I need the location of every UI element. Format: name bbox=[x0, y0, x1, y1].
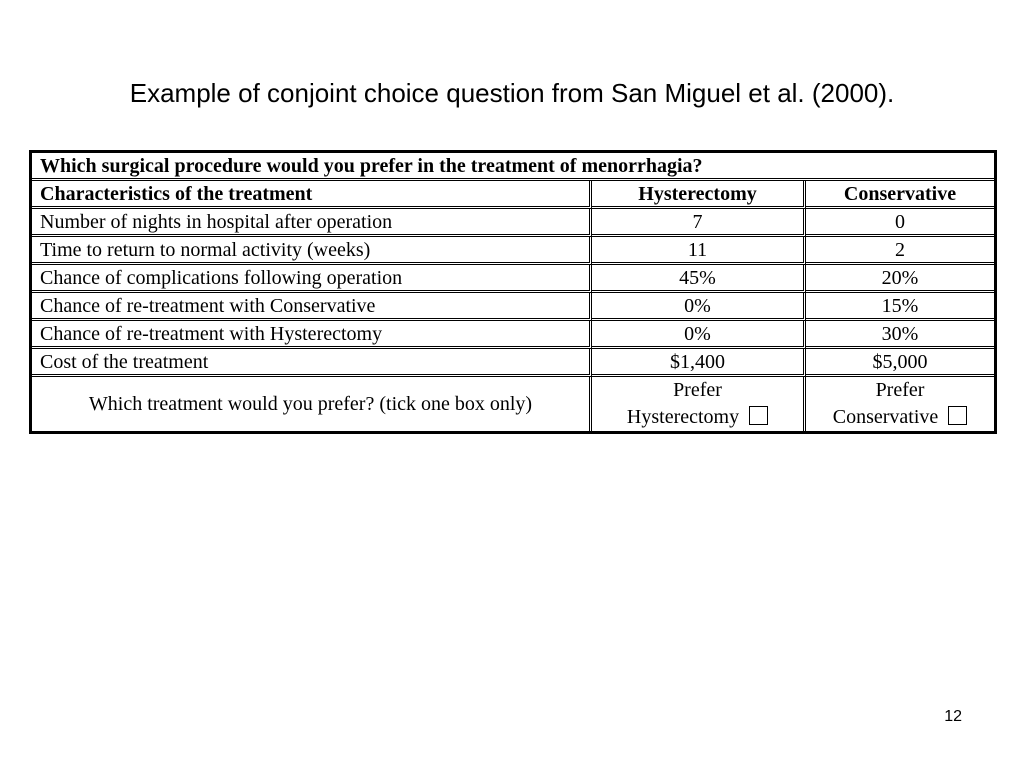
row-label: Number of nights in hospital after operation bbox=[32, 209, 592, 237]
hysterectomy-value: 7 bbox=[592, 209, 806, 237]
table-row bbox=[32, 349, 994, 377]
row-label: Chance of complications following operation bbox=[32, 265, 592, 293]
row-label: Chance of re-treatment with Conservative bbox=[32, 293, 592, 321]
prefer-hysterectomy-checkbox[interactable] bbox=[749, 406, 768, 425]
row-label: Cost of the treatment bbox=[32, 349, 592, 377]
header-conservative: Conservative bbox=[806, 181, 994, 209]
hysterectomy-value: 45% bbox=[592, 265, 806, 293]
table-row bbox=[32, 209, 994, 237]
table-row bbox=[32, 321, 994, 349]
row-label: Time to return to normal activity (weeks) bbox=[32, 237, 592, 265]
hysterectomy-value: $1,400 bbox=[592, 349, 806, 377]
conservative-value: 2 bbox=[806, 237, 994, 265]
page-number: 12 bbox=[944, 708, 962, 725]
conservative-value: 0 bbox=[806, 209, 994, 237]
prefer-hysterectomy-line2: Hysterectomy bbox=[626, 406, 740, 428]
hysterectomy-value: 11 bbox=[592, 237, 806, 265]
conservative-value: $5,000 bbox=[806, 349, 994, 377]
prefer-conservative-cell bbox=[806, 377, 994, 431]
hysterectomy-value: 0% bbox=[592, 321, 806, 349]
header-characteristics: Characteristics of the treatment bbox=[32, 181, 592, 209]
prefer-hysterectomy-line1: Prefer bbox=[673, 379, 722, 401]
conservative-value: 15% bbox=[806, 293, 994, 321]
prefer-hysterectomy-option bbox=[627, 377, 768, 431]
prefer-hysterectomy-cell bbox=[592, 377, 806, 431]
choice-table bbox=[32, 153, 994, 431]
question-row bbox=[32, 153, 994, 181]
prefer-conservative-line2: Conservative bbox=[832, 406, 939, 428]
row-label: Chance of re-treatment with Hysterectomy bbox=[32, 321, 592, 349]
prefer-conservative-option bbox=[833, 377, 968, 431]
choice-question-table bbox=[29, 150, 997, 434]
prefer-conservative-checkbox[interactable] bbox=[948, 406, 967, 425]
table-row bbox=[32, 293, 994, 321]
table-row bbox=[32, 265, 994, 293]
slide-title: Example of conjoint choice question from San Miguel et al. (2000). bbox=[129, 78, 895, 108]
conservative-value: 20% bbox=[806, 265, 994, 293]
prefer-conservative-line1: Prefer bbox=[875, 379, 925, 401]
conservative-value: 30% bbox=[806, 321, 994, 349]
preference-row bbox=[32, 377, 994, 431]
hysterectomy-value: 0% bbox=[592, 293, 806, 321]
header-hysterectomy: Hysterectomy bbox=[592, 181, 806, 209]
preference-prompt: Which treatment would you prefer? (tick one box only) bbox=[32, 377, 592, 431]
table-row bbox=[32, 237, 994, 265]
survey-question: Which surgical procedure would you prefer in the treatment of menorrhagia? bbox=[32, 153, 994, 181]
header-row bbox=[32, 181, 994, 209]
